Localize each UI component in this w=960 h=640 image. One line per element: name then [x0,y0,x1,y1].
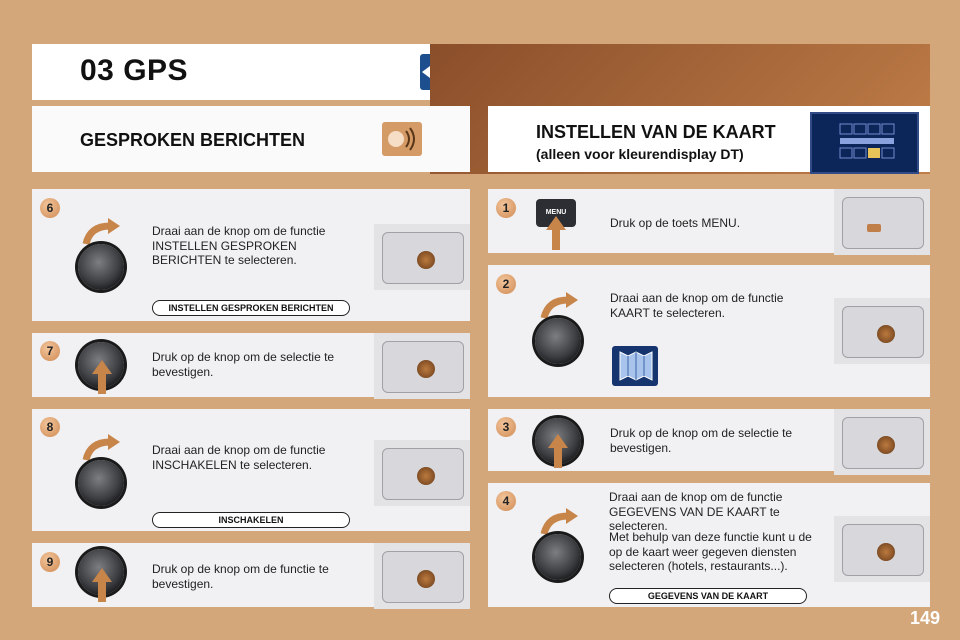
section-subtitle-map-settings: (alleen voor kleurendisplay DT) [536,146,744,162]
page-title: 03 GPS [80,54,189,87]
section-title-spoken-messages: GESPROKEN BERICHTEN [80,130,306,150]
step-badge-3: 3 [496,417,516,437]
radio-unit-illustration [834,516,930,582]
step-badge-4: 4 [496,491,516,511]
menu-button-illustration: MENU [536,199,576,227]
step-text-9: Druk op de knop om de functie te bevestigen. [152,562,329,591]
step-text-3: Druk op de knop om de selectie te bevestigen. [610,426,793,455]
radio-unit-illustration [374,440,470,506]
color-display-screen [810,112,919,174]
pill-spoken-messages-settings: INSTELLEN GESPROKEN BERICHTEN [152,300,350,316]
rotary-knob [78,244,124,290]
step-text-7: Druk op de knop om de selectie te bevestigen. [152,350,335,379]
map-icon [612,346,658,386]
step-text-4-b: Met behulp van deze functie kunt u de op de kaart weer gegeven diensten selecteren (hotels, restaurants...). [609,530,812,573]
rotary-knob [535,534,581,580]
rotate-arrow-icon [540,508,578,536]
pill-enable: INSCHAKELEN [152,512,350,528]
radio-unit-illustration [374,543,470,609]
press-arrow-icon [92,568,112,602]
press-arrow-icon [548,434,568,468]
radio-unit-illustration [374,333,470,399]
radio-unit-illustration [834,409,930,475]
press-arrow-icon [546,216,566,250]
step-badge-7: 7 [40,341,60,361]
step-text-2: Draai aan de knop om de functie KAART te selecteren. [610,291,784,320]
rotate-arrow-icon [540,292,578,320]
radio-unit-illustration [834,189,930,255]
step-badge-1: 1 [496,198,516,218]
step-badge-2: 2 [496,274,516,294]
rotate-arrow-icon [82,218,120,246]
rotate-arrow-icon [82,434,120,462]
press-arrow-icon [92,360,112,394]
step-text-6: Draai aan de knop om de functie INSTELLEN GESPROKEN BERICHTEN te selecteren. [152,224,326,267]
page-number: 149 [909,608,940,628]
pill-map-data: GEGEVENS VAN DE KAART [609,588,807,604]
step-text-8: Draai aan de knop om de functie INSCHAKELEN te selecteren. [152,443,326,472]
step-badge-9: 9 [40,552,60,572]
step-badge-8: 8 [40,417,60,437]
section-title-map-settings: INSTELLEN VAN DE KAART [536,122,776,142]
step-text-1: Druk op de toets MENU. [610,216,741,230]
step-badge-6: 6 [40,198,60,218]
radio-unit-illustration [834,298,930,364]
step-text-4-a: Draai aan de knop om de functie GEGEVENS VAN DE KAART te selecteren. [609,490,783,533]
rotary-knob [78,460,124,506]
speech-icon [382,122,422,156]
rotary-knob [535,318,581,364]
radio-unit-illustration [374,224,470,290]
